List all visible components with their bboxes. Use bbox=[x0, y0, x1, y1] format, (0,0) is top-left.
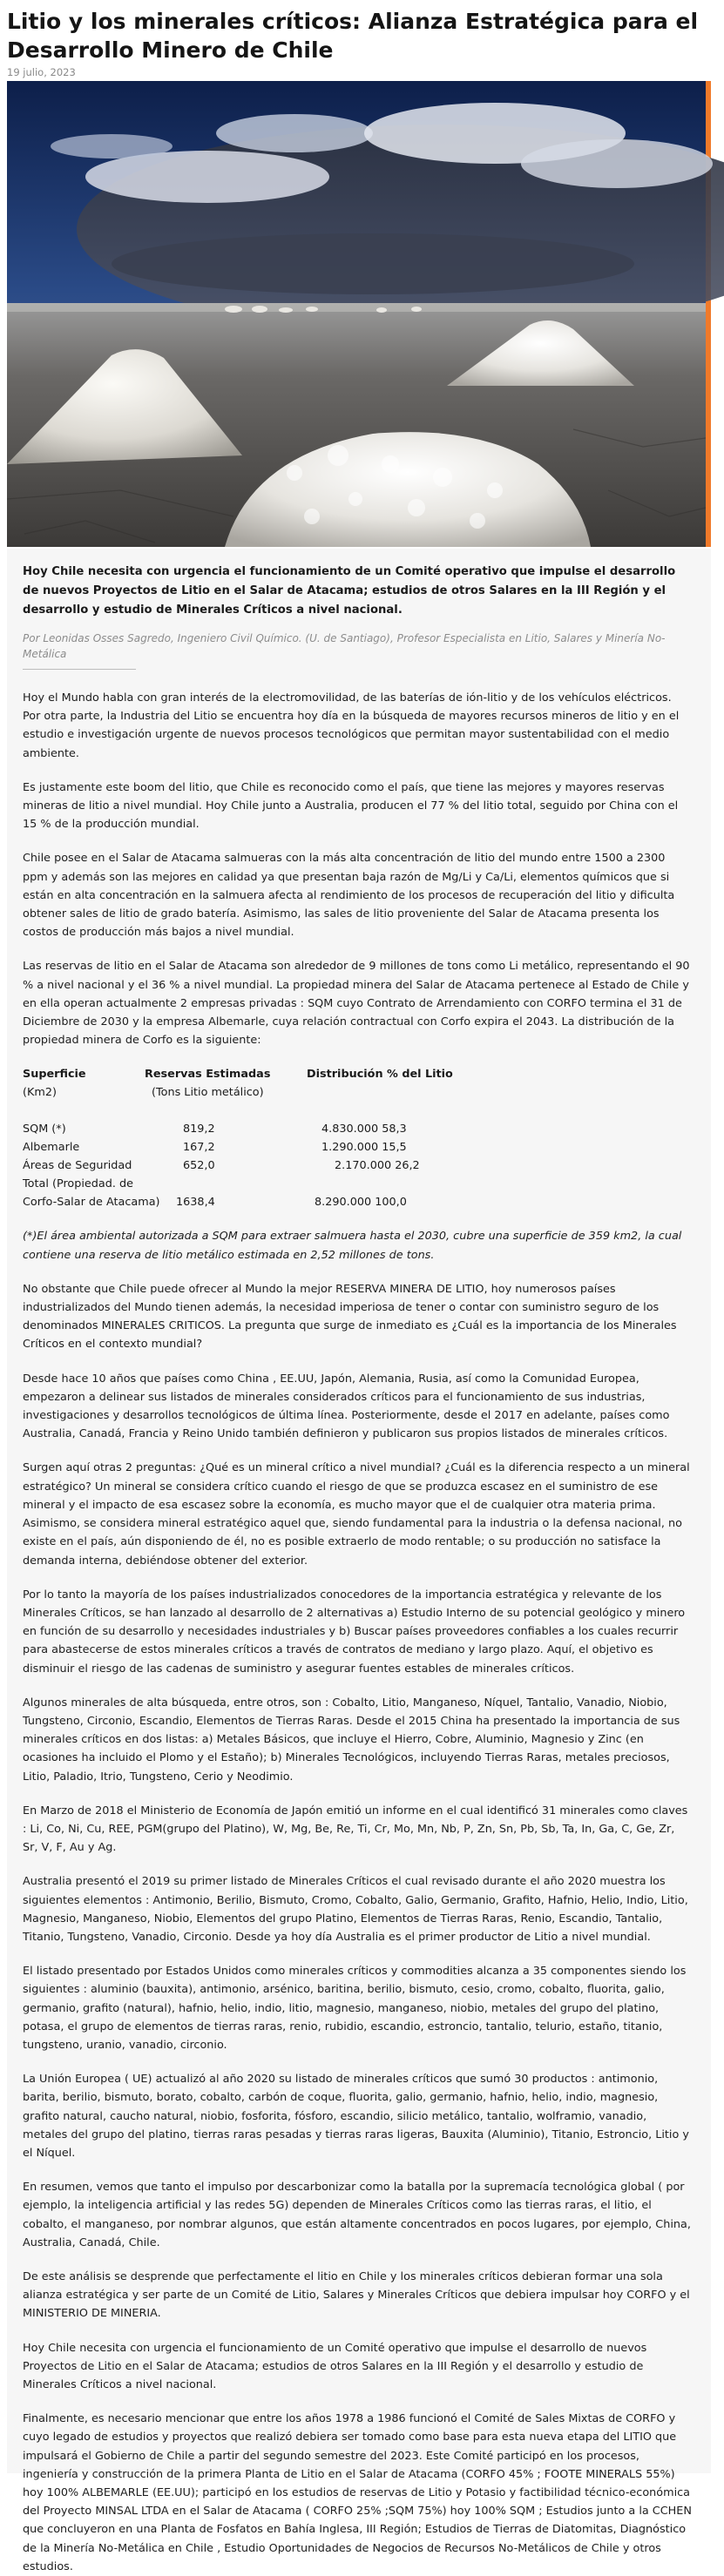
salt-flat-illustration bbox=[7, 81, 706, 547]
paragraph: El listado presentado por Estados Unidos como minerales críticos y commodities alcanza a 35 componentes siendo los siguientes : aluminio (bauxita), antimonio, arsénico, baritina, berilio, bismuto, cesio, cromo, cobalto, fluorita, galio, germanio, grafito (natural), hafnio, helio, indio, litio, magnesio, manganeso, niobio, metales del grupo del platino, potasa, el grupo de elementos de tierras raras, renio, rubidio, escandio, estroncio, tantalio, telurio, estaño, titanio, tungsteno, uranio, vanadio, circonio. bbox=[23, 1965, 687, 2052]
table-header-distribution: Distribución % del Litio bbox=[307, 1068, 453, 1082]
table-total-label: Corfo-Salar de Atacama) bbox=[23, 1196, 160, 1210]
paragraph: Hoy el Mundo habla con gran interés de la electromovilidad, de las baterías de ión-litio y de los vehículos eléctricos. Por otra parte, la Industria del Litio se encuentra hoy día en la búsqueda de mayores recursos mineros de litio y en el estudio e investigación urgente de nuevos procesos tecnológicos que permitan mayor sustentabilidad con el medio ambiente. bbox=[23, 691, 680, 760]
hero-image bbox=[7, 81, 711, 547]
article-title: Litio y los minerales críticos: Alianza Estratégica para el Desarrollo Minero de Chile bbox=[7, 9, 699, 63]
reserves-table bbox=[23, 1065, 692, 1213]
table-row-surface: 167,2 bbox=[183, 1141, 215, 1155]
table-row-name: Albemarle bbox=[23, 1141, 80, 1155]
article-lead: Hoy Chile necesita con urgencia el funcionamiento de un Comité operativo que impulse el desarrollo de nuevos Proyectos de Litio en el Salar de Atacama; estudios de otros Salares en la III Región y el desarrollo y estudio de Minerales Críticos a nivel nacional. bbox=[23, 565, 676, 617]
table-row-reserves: 1.290.000 15,5 bbox=[321, 1141, 407, 1155]
paragraph: Australia presentó el 2019 su primer listado de Minerales Críticos el cual revisado durante el año 2020 muestra los siguientes elementos : Antimonio, Berilio, Bismuto, Cromo, Cobalto, Galio, Germanio, Grafito, Hafnio, Helio, Indio, Litio, Magnesio, Manganeso, Niobio, Elementos del grupo Platino, Elementos de Tierras Raras, Renio, Escandio, Tantalio, Titanio, Tungsteno, Vanadio, Circonio. Desde ya hoy día Australia es el primer productor de Litio a nivel mundial. bbox=[23, 1875, 688, 1944]
paragraph: De este análisis se desprende que perfectamente el litio en Chile y los minerales críticos debieran formar una sola alianza estratégica y ser parte de un Comité de Litio, Salares y Minerales Críticos que debiera impulsar hoy CORFO y el MINISTERIO DE MINERIA. bbox=[23, 2270, 690, 2321]
table-total-label: Total (Propiedad. de bbox=[23, 1177, 134, 1191]
table-row-reserves: 4.830.000 58,3 bbox=[321, 1123, 407, 1136]
table-header-reserves: Reservas Estimadas bbox=[145, 1068, 271, 1082]
table-footnote: (*)El área ambiental autorizada a SQM para extraer salmuera hasta el 2030, cubre una superficie de 359 km2, la cual contiene una reserva de litio metálico estimada en 2,52 millones de tons. bbox=[23, 1230, 682, 1262]
table-total-surface: 1638,4 bbox=[176, 1196, 215, 1210]
paragraph: Algunos minerales de alta búsqueda, entre otros, son : Cobalto, Litio, Manganeso, Níquel, Tantalio, Vanadio, Niobio, Tungsteno, Circonio, Escandio, Elementos de Tierras Raras. Desde el 2015 China ha presentado la importancia de sus minerales críticos en dos listas: a) Metales Básicos, que incluye el Hierro, Cobre, Aluminio, Magnesio y Zinc (en ocasiones ha incluido el Plomo y el Estaño); b) Minerales Tecnológicos, incluyendo Tierras Raras, metales preciosos, Litio, Paladio, Itrio, Tungsteno, Cerio y Neodimio. bbox=[23, 1696, 680, 1784]
table-row-surface: 819,2 bbox=[183, 1123, 215, 1136]
author-separator bbox=[23, 669, 136, 670]
paragraph: Desde hace 10 años que países como China , EE.UU, Japón, Alemania, Rusia, así como la Comunidad Europea, empezaron a delinear sus listados de minerales considerados críticos para el funcionamiento de sus industrias, investigaciones y desarrollos tecnológicos de última línea. Posteriormente, desde el 2017 en adelante, países como Australia, Canadá, Francia y Reino Unido también definieron y publicaron sus propios listados de minerales críticos. bbox=[23, 1372, 670, 1441]
paragraph: No obstante que Chile puede ofrecer al Mundo la mejor RESERVA MINERA DE LITIO, hoy numerosos países industrializados del Mundo tienen además, la necesidad imperiosa de tener o contar con suministro seguro de los denominados MINERALES CRITICOS. La pregunta que surge de inmediato es ¿Cuál es la importancia de los Minerales Críticos en el contexto mundial? bbox=[23, 1282, 677, 1352]
table-row-reserves: 2.170.000 26,2 bbox=[335, 1159, 420, 1173]
paragraph: Por lo tanto la mayoría de los países industrializados conocedores de la importancia estratégica y relevante de los Minerales Críticos, se han lanzado al desarrollo de 2 alternativas a) Estudio Interno de su potencial geológico y minero en función de su desarrollo y necesidades industriales y b) Buscar países proveedores confiables a los cuales recurrir para abastecerse de estos minerales críticos a través de contratos de mediano y largo plazo. Aquí, el objetivo es disminuir el riesgo de las cadenas de suministro y asegurar fuentes estables de minerales críticos. bbox=[23, 1588, 686, 1676]
table-row-surface: 652,0 bbox=[183, 1159, 215, 1173]
article-body bbox=[7, 549, 711, 2573]
table-row-name: SQM (*) bbox=[23, 1123, 66, 1136]
paragraph: En resumen, vemos que tanto el impulso por descarbonizar como la batalla por la supremacía tecnológica global ( por ejemplo, la inteligencia artificial y las redes 5G) dependen de Minerales Críticos como las tierras raras, el litio, el cobalto, el manganeso, por nombrar algunos, que están altamente concentrados en pocos lugares, por ejemplo, China, Australia, Canadá, Chile. bbox=[23, 2181, 691, 2249]
table-header-surface: Superficie bbox=[23, 1068, 86, 1082]
paragraph: Las reservas de litio en el Salar de Atacama son alrededor de 9 millones de tons como Li metálico, representando el 90 % a nivel nacional y el 36 % a nivel mundial. La propiedad minera del Salar de Atacama pertenece al Estado de Chile y en ella operan actualmente 2 empresas privadas : SQM cuyo Contrato de Arrendamiento con CORFO termina el 31 de Diciembre de 2030 y la empresa Albemarle, cuya relación contractual con Corfo expira el 2043. La distribución de la propiedad minera de Corfo es la siguiente: bbox=[23, 960, 690, 1048]
paragraph: Finalmente, es necesario mencionar que entre los años 1978 a 1986 funcionó el Comité de Sales Mixtas de CORFO y cuyo legado de estudios y proyectos que realizó debiera ser tomado como base para esta nueva etapa del LITIO que impulsará el Gobierno de Chile a partir del segundo semestre del 2023. Este Comité participó en los procesos, ingeniería y construcción de la primera Planta de Litio en el Salar de Atacama (CORFO 45% ; FOOTE MINERALS 55%) hoy 100% ALBEMARLE (EE.UU); participó en los estudios de reservas de Litio y Potasio y factibilidad técnico-económica del Proyecto MINSAL LTDA en el Salar de Atacama ( CORFO 25% ;SQM 75%) hoy 100% SQM ; Estudios junto a la CCHEN que concluyeron en una Planta de Fosfatos en Bahía Inglesa, III Región; Estudios de Tierras de Diatomitas, Diagnóstico de la Minería No-Metálica en Chile , Estudio Oportunidades de Negocios de Recursos No-Metálicos de Chile y otros estudios. bbox=[23, 2412, 692, 2573]
paragraph: Chile posee en el Salar de Atacama salmueras con la más alta concentración de litio del mundo entre 1500 a 2300 ppm y además son las mejores en calidad ya que presentan baja razón de Mg/Li y Ca/Li, elementos químicos que si están en alta concentración en la salmuera afecta al rendimiento de los procesos de recuperación del litio y dificulta obtener sales de litio de grado batería. Asimismo, las sales de litio proveniente del Salar de Atacama presenta los costos de producción más bajos a nivel mundial. bbox=[23, 852, 675, 940]
paragraph: Es justamente este boom del litio, que Chile es reconocido como el país, que tiene las mejores y mayores reservas mineras de litio a nivel mundial. Hoy Chile junto a Australia, producen el 77 % del litio total, seguido por China con el 15 % de la producción mundial. bbox=[23, 780, 679, 832]
paragraph: Hoy Chile necesita con urgencia el funcionamiento de un Comité operativo que impulse el desarrollo de nuevos Proyectos de Litio en el Salar de Atacama; estudios de otros Salares en la III Región y el desarrollo y estudio de Minerales Críticos a nivel nacional. bbox=[23, 2341, 647, 2392]
paragraph: La Unión Europea ( UE) actualizó al año 2020 su listado de minerales críticos que sumó 30 productos : antimonio, barita, berilio, bismuto, borato, cobalto, carbón de coque, fluorita, galio, germanio, hafnio, helio, indio, magnesio, grafito natural, caucho natural, niobio, fosforita, fósforo, escandio, silicio metálico, tantalio, wolframio, vanadio, metales del grupo del platino, tierras raras pesadas y tierras raras ligeras, Bauxita (Aluminio), Titanio, Estroncio, Litio y el Níquel. bbox=[23, 2073, 689, 2160]
paragraph: Surgen aquí otras 2 preguntas: ¿Qué es un mineral crítico a nivel mundial? ¿Cuál es la diferencia respecto a un mineral estratégico? Un mineral se considera crítico cuando el riesgo de que se produzca escasez en el suministro de ese mineral y el impacto de esa escasez sobre la economía, es mucho mayor que el de cualquier otra materia prima. Asimismo, se considera mineral estratégico aquel que, siendo fundamental para la industria o la defensa nacional, no existe en el país, aún disponiendo de él, no es posible extraerlo de modo rentable; o su producción no satisface la demanda interna, debiéndose obtener del exterior. bbox=[23, 1461, 690, 1568]
paragraph: En Marzo de 2018 el Ministerio de Economía de Japón emitió un informe en el cual identificó 31 minerales como claves : Li, Co, Ni, Cu, REE, PGM(grupo del Platino), W, Mg, Be, Re, Ti, Cr, Mo, Mn, Nb, P, Zn, Sn, Pb, Sb, Ta, In, Ga, C, Ge, Zr, Sr, V, F, Au y Ag. bbox=[23, 1804, 688, 1855]
table-total-reserves: 8.290.000 100,0 bbox=[315, 1196, 407, 1210]
table-row-name: Áreas de Seguridad bbox=[23, 1159, 132, 1173]
article-author: Por Leonidas Osses Sagredo, Ingeniero Civil Químico. (U. de Santiago), Profesor Especialista en Litio, Salares y Minería No-Metálica bbox=[23, 632, 666, 660]
table-subheader-reserves: (Tons Litio metálico) bbox=[152, 1086, 264, 1100]
table-subheader-surface: (Km2) bbox=[23, 1086, 57, 1100]
article-date: 19 julio, 2023 bbox=[7, 66, 76, 78]
